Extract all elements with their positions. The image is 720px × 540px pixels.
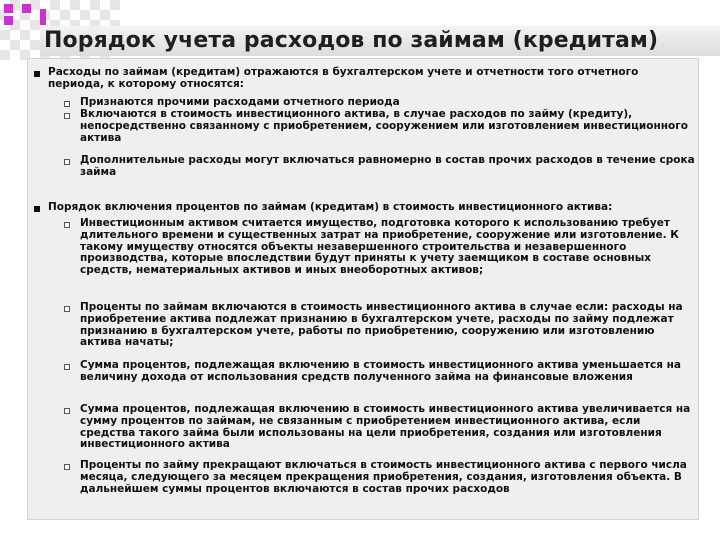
list-item: Порядок включения процентов по займам (кредитам) в стоимость инвестиционного актива: (48, 201, 613, 213)
hollow-square-bullet-icon (64, 222, 70, 228)
hollow-square-bullet-icon (64, 113, 70, 119)
hollow-square-bullet-icon (64, 101, 70, 107)
square-bullet-icon (34, 206, 40, 212)
accent-square (4, 4, 13, 13)
slide-title: Порядок учета расходов по займам (кредитам) (44, 28, 659, 53)
accent-bar (40, 9, 46, 25)
accent-square (22, 4, 31, 13)
hollow-square-bullet-icon (64, 464, 70, 470)
sub-list-item: Дополнительные расходы могут включаться равномерно в состав прочих расходов в течение срока займа (80, 154, 695, 178)
sub-list-item: Проценты по займам включаются в стоимость инвестиционного актива в случае если: расходы на приобретение актива подлежат признанию в бухгалтерском учете, расходы по займу подлежат признанию в бухгалтерском учете, работы по приобретению, сооружению или изготовлению актива начаты; (80, 301, 683, 349)
hollow-square-bullet-icon (64, 408, 70, 414)
sub-list-item: Сумма процентов, подлежащая включению в стоимость инвестиционного актива увеличивается на сумму процентов по займам, не связанным с приобретением инвестиционного актива, если средства такого займа были использованы на цели приобретения, создания или изготовления инвестиционного актива (80, 403, 691, 451)
sub-list-item: Признаются прочими расходами отчетного периода (80, 96, 400, 108)
list-item: Расходы по займам (кредитам) отражаются в бухгалтерском учете и отчетности того отчетного периода, к которому относятся: (48, 66, 639, 90)
sub-list-item: Инвестиционным активом считается имущество, подготовка которого к использованию требует длительного времени и существенных затрат на приобретение, сооружение или изготовление. К такому имуществу относятся объекты незавершенного строительства и незавершенного производства, которые впоследствии будут приняты к учету заемщиком в составе основных средств, нематериальных активов и иных внеоборотных активов; (80, 217, 679, 277)
square-bullet-icon (34, 71, 40, 77)
sub-list-item: Сумма процентов, подлежащая включению в стоимость инвестиционного актива уменьшается на величину дохода от использования средств полученного займа на финансовые вложения (80, 359, 681, 383)
sub-list-item: Проценты по займу прекращают включаться в стоимость инвестиционного актива с первого числа месяца, следующего за месяцем прекращения приобретения, создания, изготовления объекта. В дальнейшем суммы процентов включаются в состав прочих расходов (80, 459, 687, 495)
hollow-square-bullet-icon (64, 306, 70, 312)
hollow-square-bullet-icon (64, 364, 70, 370)
sub-list-item: Включаются в стоимость инвестиционного актива, в случае расходов по займу (кредиту), непосредственно связанному с приобретением, сооружением или изготовлением инвестиционного актива (80, 108, 688, 144)
accent-square (4, 16, 13, 25)
hollow-square-bullet-icon (64, 159, 70, 165)
